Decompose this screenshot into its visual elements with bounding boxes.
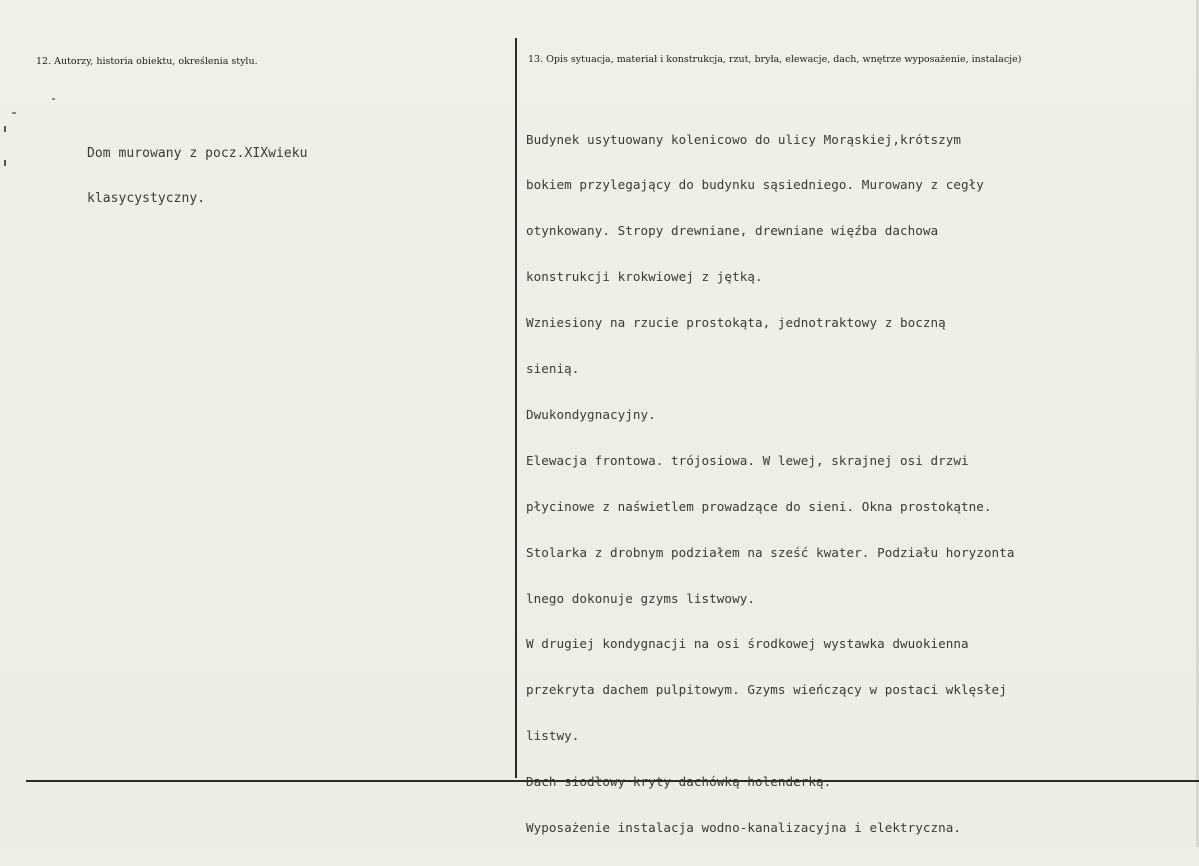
- text-line: klasycystyczny.: [87, 191, 206, 207]
- text-line: Elewacja frontowa. trójosiowa. W lewej, skrajnej osi drzwi: [526, 452, 969, 468]
- section-12-text: [87, 115, 308, 237]
- text-line: otynkowany. Stropy drewniane, drewniane więźba dachowa: [526, 223, 939, 239]
- text-line: Stolarka z drobnym podziałem na sześć kwater. Podziału horyzonta: [526, 544, 1015, 560]
- text-line: Dom murowany z pocz.XIXwieku: [87, 145, 308, 161]
- text-line: Wyposażenie instalacja wodno-kanalizacyjna i elektryczna.: [526, 819, 962, 835]
- text-line: Dwukondygnacyjny.: [526, 406, 656, 422]
- margin-mark: [4, 160, 6, 166]
- column-divider: [515, 38, 517, 778]
- text-line: listwy.: [526, 728, 580, 744]
- text-line: Budynek usytuowany kolenicowo do ulicy Morąskiej,krótszym: [526, 131, 962, 147]
- text-line: przekryta dachem pulpitowym. Gzyms wieńczący w postaci wklęsłej: [526, 682, 1007, 698]
- text-line: Dach siodłowy kryty dachówką holenderką.: [526, 774, 832, 790]
- text-line: lnego dokonuje gzyms listwowy.: [526, 590, 755, 606]
- text-line: konstrukcji krokwiowej z jętką.: [526, 269, 763, 285]
- section-13-text: [526, 101, 1014, 866]
- text-line: W drugiej kondygnacji na osi środkowej wystawka dwuokienna: [526, 636, 969, 652]
- section-12-header: 12. Autorzy, historia obiektu, określenia stylu.: [36, 56, 258, 67]
- text-line: płycinowe z naświetlem prowadzące do sieni. Okna prostokątne.: [526, 498, 992, 514]
- text-line: Wzniesiony na rzucie prostokąta, jednotraktowy z boczną: [526, 315, 946, 331]
- section-13-header: 13. Opis sytuacja, materiał i konstrukcja, rzut, bryła, elewacje, dach, wnętrze wyposażenie, instalacje): [528, 54, 1022, 65]
- margin-mark: [4, 126, 6, 132]
- margin-mark: [12, 112, 16, 114]
- margin-mark: [52, 98, 55, 100]
- text-line: sienią.: [526, 361, 580, 377]
- text-line: bokiem przylegający do budynku sąsiedniego. Murowany z cegły: [526, 177, 984, 193]
